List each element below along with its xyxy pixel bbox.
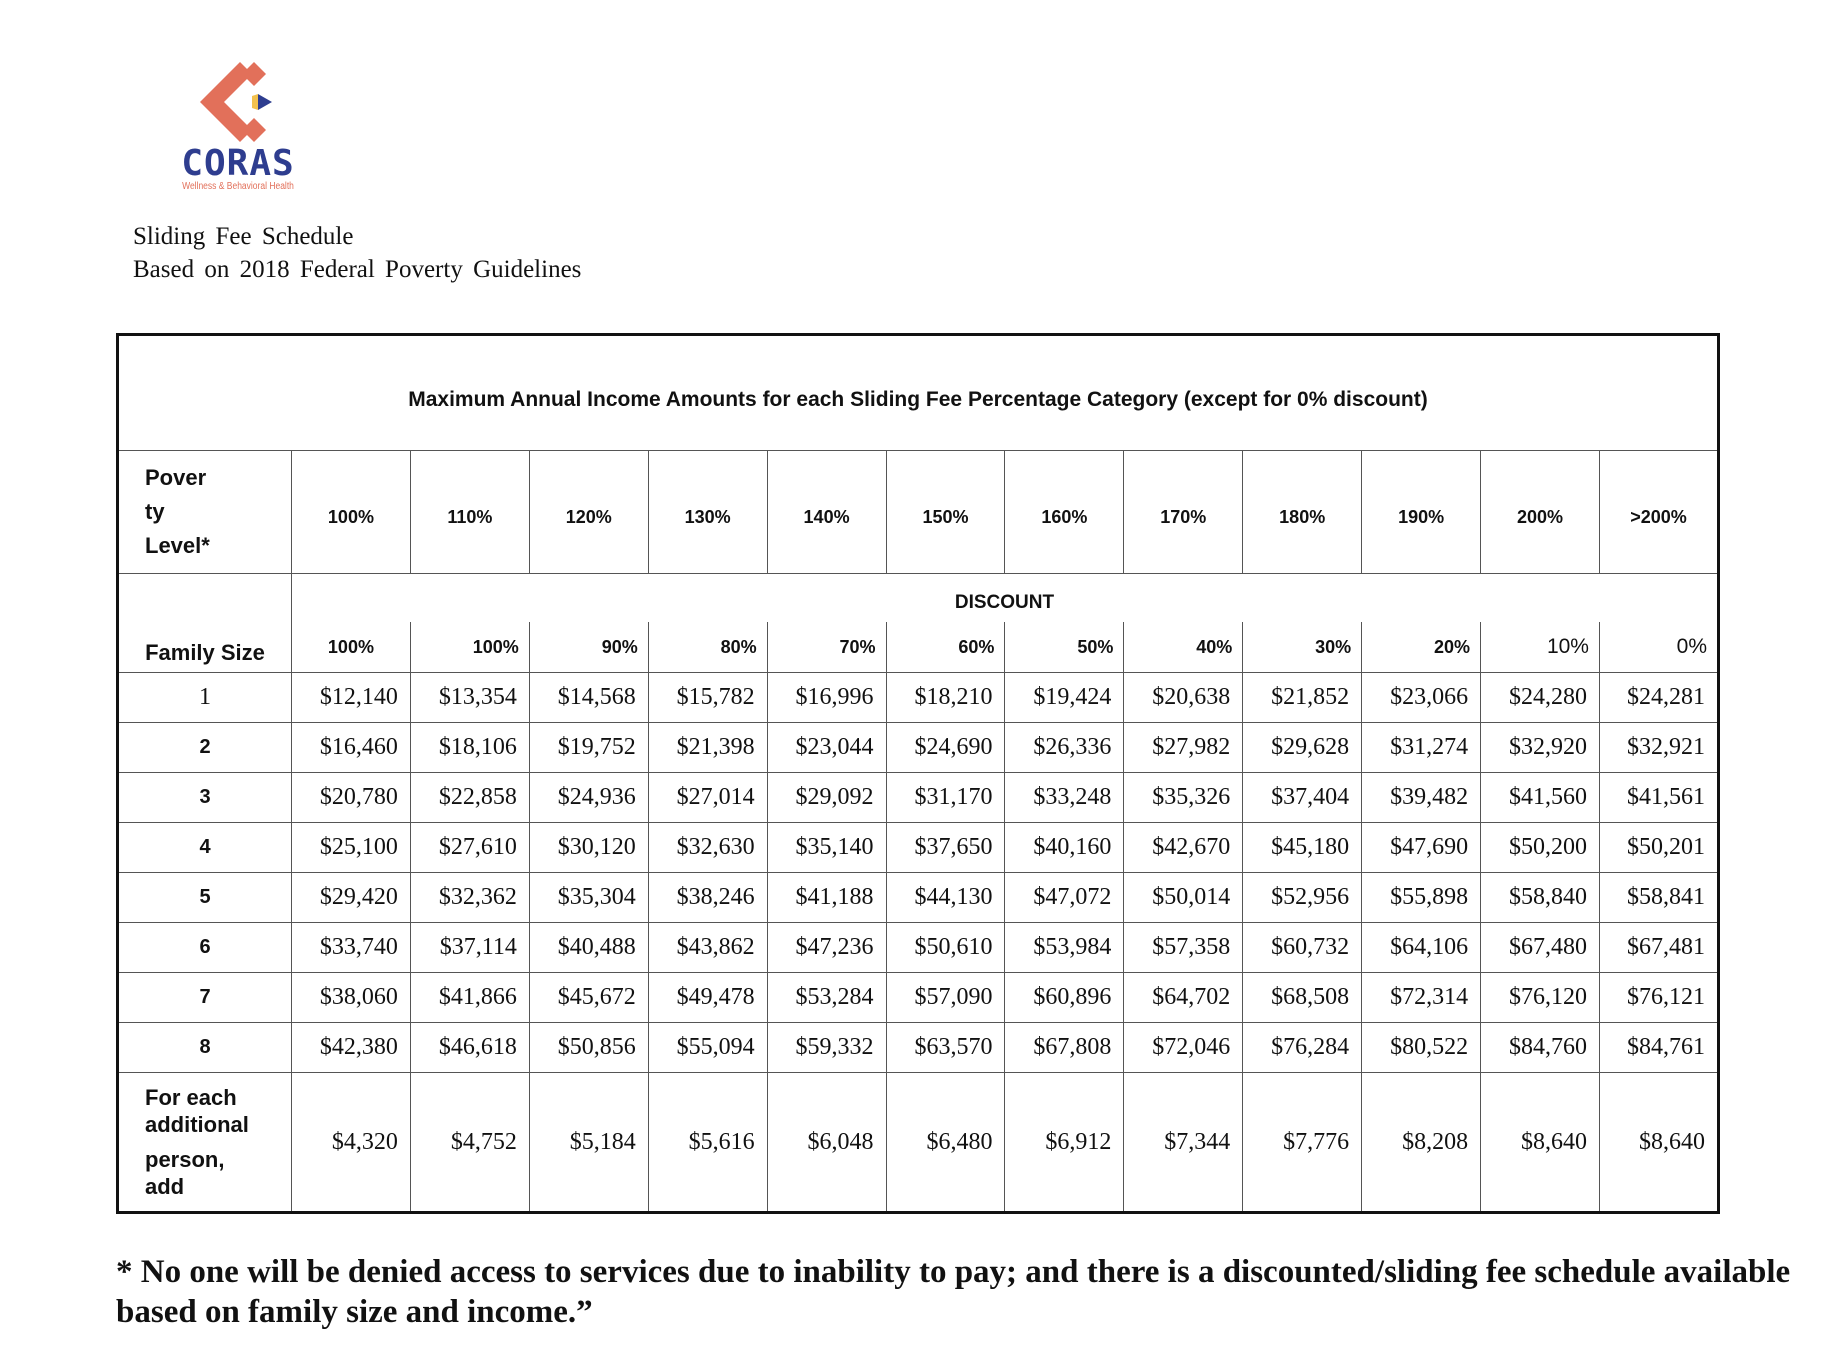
income-cell: $41,188	[767, 873, 886, 923]
poverty-level-cell: 180%	[1243, 451, 1362, 574]
discount-cell: 100%	[410, 622, 529, 673]
income-cell: $31,274	[1362, 723, 1481, 773]
income-cell: $23,066	[1362, 673, 1481, 723]
income-cell: $58,841	[1599, 873, 1718, 923]
discount-cell: 70%	[767, 622, 886, 673]
family-size-cell: 8	[118, 1023, 292, 1073]
income-cell: $57,358	[1124, 923, 1243, 973]
additional-amount-cell: $5,184	[529, 1073, 648, 1213]
footnote: * No one will be denied access to services due to inability to pay; and there is a discounted/sliding fee schedule available based on family size and income.”	[116, 1254, 1791, 1330]
poverty-level-cell: 160%	[1005, 451, 1124, 574]
income-cell: $33,248	[1005, 773, 1124, 823]
income-cell: $16,996	[767, 673, 886, 723]
table-row	[118, 923, 1719, 973]
income-cell: $15,782	[648, 673, 767, 723]
logo-tagline: Wellness & Behavioral Health	[182, 181, 294, 192]
discount-cell: 60%	[886, 622, 1005, 673]
additional-header-line: add	[145, 1174, 185, 1199]
income-cell: $67,480	[1481, 923, 1600, 973]
income-cell: $76,284	[1243, 1023, 1362, 1073]
table-row	[118, 773, 1719, 823]
family-size-cell: 7	[118, 973, 292, 1023]
income-cell: $37,650	[886, 823, 1005, 873]
income-cell: $53,284	[767, 973, 886, 1023]
income-cell: $29,092	[767, 773, 886, 823]
additional-header-line: For each	[145, 1085, 237, 1110]
discount-cell: 20%	[1362, 622, 1481, 673]
income-cell: $42,380	[292, 1023, 411, 1073]
income-cell: $59,332	[767, 1023, 886, 1073]
income-cell: $30,120	[529, 823, 648, 873]
document-heading	[133, 220, 581, 286]
income-cell: $38,246	[648, 873, 767, 923]
income-cell: $14,568	[529, 673, 648, 723]
income-cell: $33,740	[292, 923, 411, 973]
income-cell: $68,508	[1243, 973, 1362, 1023]
additional-amount-cell: $6,912	[1005, 1073, 1124, 1213]
income-cell: $24,690	[886, 723, 1005, 773]
income-cell: $20,780	[292, 773, 411, 823]
poverty-level-cell: 100%	[292, 451, 411, 574]
income-cell: $24,936	[529, 773, 648, 823]
additional-amount-cell: $4,320	[292, 1073, 411, 1213]
income-cell: $27,610	[410, 823, 529, 873]
income-cell: $32,921	[1599, 723, 1718, 773]
income-cell: $43,862	[648, 923, 767, 973]
income-cell: $55,898	[1362, 873, 1481, 923]
additional-amount-cell: $8,208	[1362, 1073, 1481, 1213]
table-row	[118, 673, 1719, 723]
heading-title: Sliding Fee Schedule	[133, 223, 354, 250]
income-cell: $21,852	[1243, 673, 1362, 723]
income-cell: $60,896	[1005, 973, 1124, 1023]
income-cell: $32,630	[648, 823, 767, 873]
additional-amount-cell: $7,776	[1243, 1073, 1362, 1213]
discount-cell: 100%	[292, 622, 411, 673]
additional-amount-cell: $8,640	[1481, 1073, 1600, 1213]
additional-amount-cell: $5,616	[648, 1073, 767, 1213]
income-cell: $67,481	[1599, 923, 1718, 973]
income-cell: $39,482	[1362, 773, 1481, 823]
additional-person-header	[118, 1073, 292, 1213]
income-cell: $60,732	[1243, 923, 1362, 973]
table-row	[118, 973, 1719, 1023]
income-cell: $67,808	[1005, 1023, 1124, 1073]
additional-person-row	[118, 1073, 1719, 1213]
income-cell: $44,130	[886, 873, 1005, 923]
income-cell: $18,106	[410, 723, 529, 773]
poverty-header-line: Level*	[145, 533, 210, 558]
income-cell: $35,326	[1124, 773, 1243, 823]
table-caption: Maximum Annual Income Amounts for each Sliding Fee Percentage Category (except for 0% discount)	[118, 335, 1719, 451]
income-cell: $26,336	[1005, 723, 1124, 773]
poverty-level-cell: 110%	[410, 451, 529, 574]
income-cell: $72,314	[1362, 973, 1481, 1023]
income-cell: $49,478	[648, 973, 767, 1023]
income-cell: $64,702	[1124, 973, 1243, 1023]
poverty-level-cell: >200%	[1599, 451, 1718, 574]
income-cell: $63,570	[886, 1023, 1005, 1073]
income-cell: $84,760	[1481, 1023, 1600, 1073]
income-cell: $38,060	[292, 973, 411, 1023]
income-cell: $22,858	[410, 773, 529, 823]
additional-amount-cell: $6,480	[886, 1073, 1005, 1213]
income-cell: $58,840	[1481, 873, 1600, 923]
poverty-level-cell: 150%	[886, 451, 1005, 574]
family-size-cell: 4	[118, 823, 292, 873]
discount-cell: 30%	[1243, 622, 1362, 673]
poverty-level-header	[118, 451, 292, 574]
income-cell: $50,200	[1481, 823, 1600, 873]
income-cell: $24,281	[1599, 673, 1718, 723]
discount-cell: 50%	[1005, 622, 1124, 673]
income-cell: $45,180	[1243, 823, 1362, 873]
income-cell: $13,354	[410, 673, 529, 723]
income-cell: $18,210	[886, 673, 1005, 723]
income-cell: $16,460	[292, 723, 411, 773]
discount-cell: 10%	[1481, 622, 1600, 673]
table-row	[118, 873, 1719, 923]
additional-header-line: person,	[145, 1147, 225, 1172]
additional-header-line: additional	[145, 1112, 249, 1137]
table-row	[118, 1023, 1719, 1073]
discount-row	[118, 622, 1719, 673]
poverty-level-cell: 140%	[767, 451, 886, 574]
income-cell: $20,638	[1124, 673, 1243, 723]
income-cell: $55,094	[648, 1023, 767, 1073]
discount-cell: 80%	[648, 622, 767, 673]
income-cell: $31,170	[886, 773, 1005, 823]
income-cell: $47,236	[767, 923, 886, 973]
income-cell: $50,014	[1124, 873, 1243, 923]
income-cell: $24,280	[1481, 673, 1600, 723]
poverty-level-cell: 170%	[1124, 451, 1243, 574]
income-cell: $23,044	[767, 723, 886, 773]
income-cell: $37,114	[410, 923, 529, 973]
income-cell: $19,424	[1005, 673, 1124, 723]
heading-subtitle: Based on 2018 Federal Poverty Guidelines	[133, 256, 582, 283]
income-cell: $57,090	[886, 973, 1005, 1023]
income-cell: $41,866	[410, 973, 529, 1023]
income-cell: $76,121	[1599, 973, 1718, 1023]
additional-amount-cell: $4,752	[410, 1073, 529, 1213]
income-cell: $53,984	[1005, 923, 1124, 973]
discount-label: DISCOUNT	[292, 574, 1719, 623]
family-size-cell: 2	[118, 723, 292, 773]
coras-logo-mark-icon	[196, 58, 286, 148]
discount-cell: 40%	[1124, 622, 1243, 673]
income-cell: $32,362	[410, 873, 529, 923]
income-cell: $21,398	[648, 723, 767, 773]
sliding-fee-table	[116, 333, 1720, 1214]
income-cell: $40,160	[1005, 823, 1124, 873]
poverty-header-line: ty	[145, 499, 165, 524]
caption-row	[118, 335, 1719, 451]
poverty-header-line: Pover	[145, 465, 207, 490]
poverty-level-cell: 190%	[1362, 451, 1481, 574]
income-cell: $47,072	[1005, 873, 1124, 923]
poverty-level-cell: 200%	[1481, 451, 1600, 574]
discount-cell: 90%	[529, 622, 648, 673]
income-cell: $41,560	[1481, 773, 1600, 823]
income-cell: $50,856	[529, 1023, 648, 1073]
income-cell: $19,752	[529, 723, 648, 773]
income-cell: $35,140	[767, 823, 886, 873]
income-cell: $64,106	[1362, 923, 1481, 973]
income-cell: $80,522	[1362, 1023, 1481, 1073]
family-size-cell: 5	[118, 873, 292, 923]
income-cell: $41,561	[1599, 773, 1718, 823]
income-cell: $27,982	[1124, 723, 1243, 773]
family-size-header: Family Size	[118, 574, 292, 673]
additional-amount-cell: $7,344	[1124, 1073, 1243, 1213]
coras-logo	[168, 58, 308, 198]
income-cell: $40,488	[529, 923, 648, 973]
income-cell: $35,304	[529, 873, 648, 923]
income-cell: $37,404	[1243, 773, 1362, 823]
table-row	[118, 723, 1719, 773]
income-cell: $12,140	[292, 673, 411, 723]
table-row	[118, 823, 1719, 873]
income-cell: $32,920	[1481, 723, 1600, 773]
family-size-cell: 3	[118, 773, 292, 823]
income-cell: $76,120	[1481, 973, 1600, 1023]
logo-name: CORAS	[181, 143, 295, 184]
income-cell: $50,610	[886, 923, 1005, 973]
income-cell: $46,618	[410, 1023, 529, 1073]
income-cell: $47,690	[1362, 823, 1481, 873]
income-cell: $45,672	[529, 973, 648, 1023]
poverty-level-cell: 120%	[529, 451, 648, 574]
income-cell: $29,628	[1243, 723, 1362, 773]
additional-amount-cell: $6,048	[767, 1073, 886, 1213]
income-cell: $27,014	[648, 773, 767, 823]
poverty-level-row	[118, 451, 1719, 574]
income-cell: $42,670	[1124, 823, 1243, 873]
income-cell: $25,100	[292, 823, 411, 873]
family-size-cell: 6	[118, 923, 292, 973]
income-cell: $84,761	[1599, 1023, 1718, 1073]
income-cell: $50,201	[1599, 823, 1718, 873]
discount-label-row	[118, 574, 1719, 623]
discount-cell: 0%	[1599, 622, 1718, 673]
family-size-cell: 1	[118, 673, 292, 723]
income-cell: $52,956	[1243, 873, 1362, 923]
income-cell: $72,046	[1124, 1023, 1243, 1073]
additional-amount-cell: $8,640	[1599, 1073, 1718, 1213]
poverty-level-cell: 130%	[648, 451, 767, 574]
income-cell: $29,420	[292, 873, 411, 923]
